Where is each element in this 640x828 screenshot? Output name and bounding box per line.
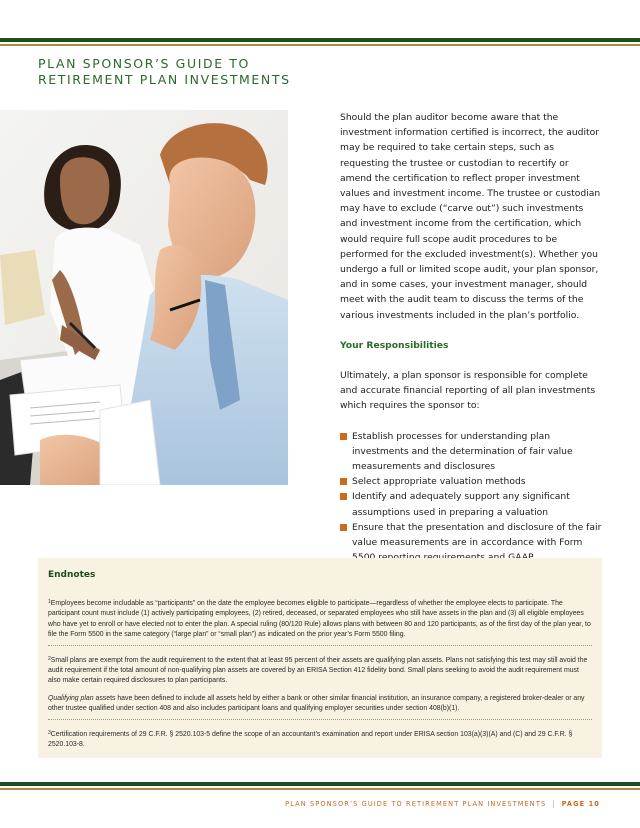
responsibilities-list [340, 429, 602, 566]
photo-people-reviewing-documents [0, 110, 288, 485]
responsibilities-paragraph: Ultimately, a plan sponsor is responsible for complete and accurate financial reporting of all plan investments which requires the sponsor to: [340, 370, 596, 412]
footer-running-title: PLAN SPONSOR’S GUIDE TO RETIREMENT PLAN INVESTMENTS [285, 800, 547, 808]
endnotes-box [38, 558, 602, 758]
section-heading: Your Responsibilities [340, 339, 449, 351]
photo-illustration [0, 110, 288, 485]
endnote-text: Employees become includable as “participants” on the date the employee becomes eligible to participate—regardless of whether the employee elects to participate. The participant count must include (1) actively participating employees, (2) retired, deceased, or separated employees who still have assets in the plan and (3) all eligible employees who have yet to enroll or have elected not to enter the plan. A special ruling (80/120 Rule) allows plans with between 80 and 120 participants, as of the first day of the plan year, to file the Form 5500 in the same category (“large plan” or “small plan”) as indicated on the prior year’s Form 5500 filing. [48, 600, 591, 638]
endnote-text: Certification requirements of 29 C.F.R. § 2520.103-5 define the scope of an accountant’s examination and report under ERISA section 103(a)(3)(A) and (C) and 29 C.F.R. § 2520.103-8. [48, 731, 573, 749]
title-line-1: PLAN SPONSOR’S GUIDE TO [38, 56, 250, 71]
title-line-2: RETIREMENT PLAN INVESTMENTS [38, 72, 291, 87]
top-rule-gold [0, 44, 640, 46]
endnote-text: assets have been defined to include all assets held by either a bank or other similar financial institution, an insurance company, a registered broker-dealer or any other trustee qualified under section 408 and also includes participant loans and qualifying employer securities under section 408(b)(1). [48, 694, 585, 712]
footer-separator: | [552, 800, 556, 808]
endnote-divider [48, 645, 592, 646]
list-item-text: Identify and adequately support any significant assumptions used in preparing a valuation [352, 491, 570, 518]
document-title [38, 56, 398, 88]
endnote-text: Small plans are exempt from the audit requirement to the extent that at least 95 percent of their assets are qualifying plan assets. Plans not satisfying this test may still avoid the audit requirement if the total amount of non-qualifying plan assets are covered by an ERISA Section 412 fidelity bond. Small plans seeking to avoid the audit requirement must also make certain required disclosures to plan participants. [48, 657, 588, 685]
list-item [340, 429, 602, 475]
body-text-column [340, 110, 602, 565]
endnote-number: 3 [48, 730, 51, 737]
page-footer [285, 800, 600, 808]
list-item-text: Select appropriate valuation methods [352, 476, 526, 488]
endnote-2-continued [48, 694, 592, 714]
list-item-text: Ensure that the presentation and disclosure of the fair value measurements are in accordance with Form [352, 521, 602, 549]
endnote-number: 1 [48, 599, 51, 606]
bottom-rule-gold [0, 788, 640, 790]
endnote-number: 2 [48, 656, 51, 663]
bullet-square-icon [340, 433, 347, 440]
bullet-square-icon [340, 493, 347, 500]
list-item-text: Establish processes for understanding plan investments and the determination of fair value measurements and disclosures [352, 430, 573, 473]
list-item [340, 489, 602, 519]
endnote-1 [48, 597, 592, 640]
endnote-2 [48, 654, 592, 714]
bottom-rule-dark [0, 782, 640, 786]
endnotes-title: Endnotes [48, 570, 96, 580]
page-number: PAGE 10 [561, 800, 600, 808]
endnote-3 [48, 728, 592, 750]
bullet-square-icon [340, 524, 347, 531]
endnote-emphasis: Qualifying plan [48, 694, 94, 702]
endnote-divider [48, 719, 592, 720]
intro-paragraph: Should the plan auditor become aware that the investment information certified is incorrect, the auditor may be required to take certain steps, such as requesting the trustee or custodian to recertify or amend the certification to reflect proper investment values and investment income. The trustee or custodian may have to exclude (“carve out”) such investments and investment income from the certification, which would require full scope audit procedures to be performed for the excluded investment(s). Whether you undergo a full or limited scope audit, your plan sponsor, and in some cases, your investment manager, should meet with the audit team to discuss the terms of the various investments included in the plan’s portfolio. [340, 112, 601, 321]
list-item [340, 474, 602, 489]
top-rule-dark [0, 38, 640, 42]
bullet-square-icon [340, 478, 347, 485]
